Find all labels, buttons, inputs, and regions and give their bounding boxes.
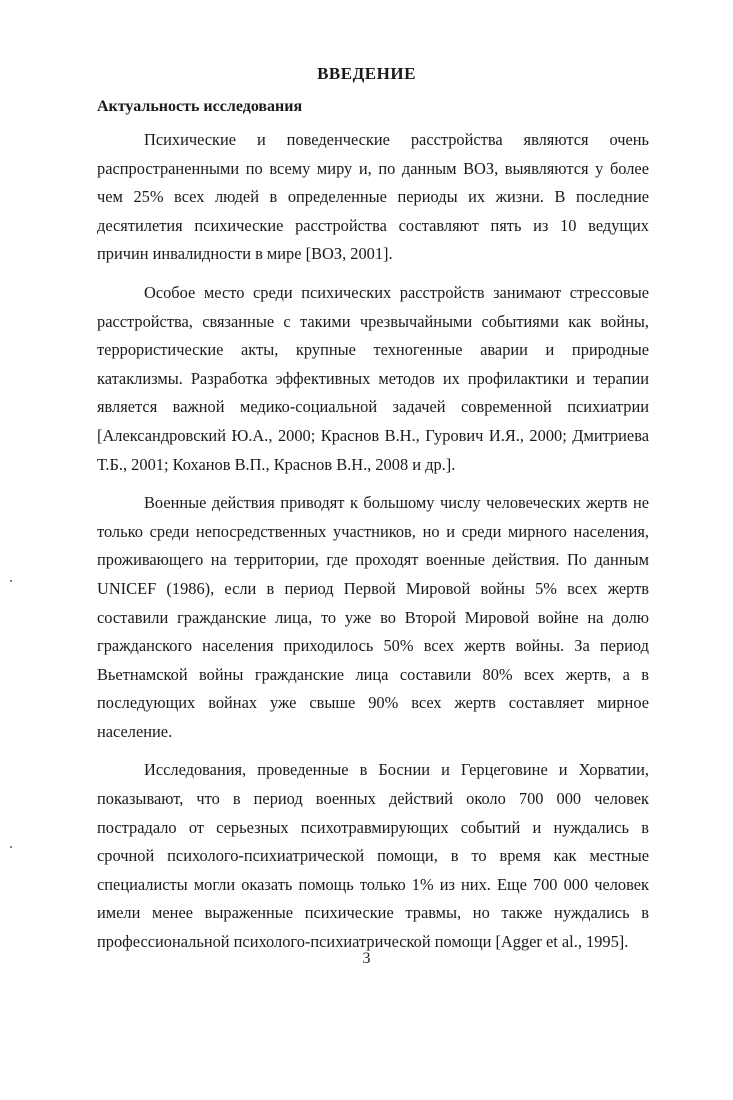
- paragraph-1: Психические и поведенческие расстройства являются очень распространенными по всему миру и, по данным ВОЗ, выявляются у более чем 25% всех людей в определенные периоды их жизни. В последние десятилетия психические расстройства составляют пять из 10 ведущих причин инвалидности в мире [ВОЗ, 2001].: [97, 130, 649, 264]
- scan-artifact-dot: [10, 846, 12, 848]
- section-heading: Актуальность исследования: [97, 98, 303, 115]
- body-text: [97, 126, 649, 957]
- page-title: ВВЕДЕНИЕ: [317, 64, 416, 83]
- paragraph-4: Исследования, проведенные в Боснии и Герцеговине и Хорватии, показывают, что в период военных действий около 700 000 человек пострадало от серьезных психотравмирующих событий и нуждались в срочной психолого-психиатрической помощи, в то время как местные специалисты могли оказать помощь только 1% из них. Еще 700 000 человек имели менее выраженные психические травмы, но также нуждались в профессиональной психолого-психиатрической помощи [Agger et al., 1995].: [97, 760, 649, 952]
- scan-artifact-dot: [10, 580, 12, 582]
- paragraph-2: Особое место среди психических расстройств занимают стрессовые расстройства, связанные с такими чрезвычайными событиями как войны, террористические акты, крупные техногенные аварии и природные катаклизмы. Разработка эффективных методов их профилактики и терапии является важной медико-социальной задачей современной психиатрии [Александровский Ю.А., 2000; Краснов В.Н., Гурович И.Я., 2000; Дмитриева Т.Б., 2001; Коханов В.П., Краснов В.Н., 2008 и др.].: [97, 282, 649, 474]
- paragraph-3: Военные действия приводят к большому числу человеческих жертв не только среди непосредственных участников, но и среди мирного населения, проживающего на территории, где проходят военные действия. По данным UNICEF (1986), если в период Первой Мировой войны 5% всех жертв составили гражданские лица, то уже во Второй Мировой войне на долю гражданского населения приходилось 50% всех жертв войны. За период Вьетнамской войны гражданские лица составили 80% всех жертв, а в последующих войнах уже свыше 90% всех жертв составляет мирное население.: [97, 493, 649, 741]
- page-number: 3: [362, 950, 371, 967]
